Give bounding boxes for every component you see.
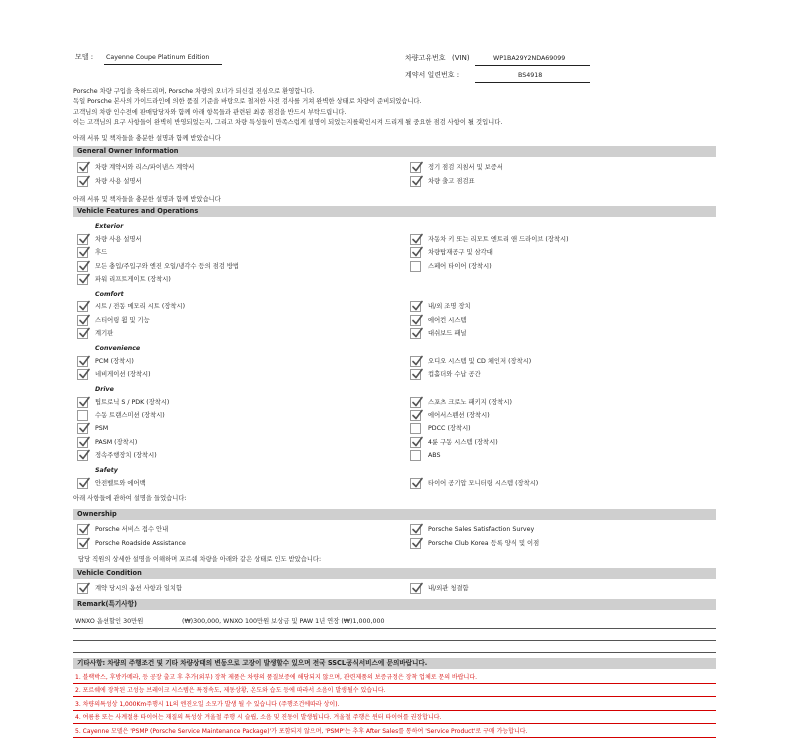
checkbox[interactable]: [77, 450, 88, 461]
checkbox[interactable]: [410, 328, 421, 339]
checklist-item-label: 내/외 조명 장치: [428, 303, 471, 310]
checkbox[interactable]: [410, 524, 421, 535]
checkbox[interactable]: [77, 162, 88, 173]
checkbox[interactable]: [410, 261, 421, 272]
checklist-item-label: 스티어링 휠 및 기능: [95, 317, 150, 324]
checklist-item-label: 차량 사용 설명서: [95, 178, 142, 185]
intro-line: 이는 고객님의 요구 사항들이 완벽히 반영되었는지, 그리고 차량 특성들이 만족스럽게 설명이 되었는지를확인시켜 드리게 될 중요한 점검 사항이 될 것입니다.: [73, 119, 503, 126]
checkbox[interactable]: [77, 261, 88, 272]
intro-line: 독일 Porsche 본사의 가이드라인에 의한 품질 기준을 바탕으로 철저한 사전 검사를 거쳐 완벽한 상태로 차량이 준비되었습니다.: [73, 98, 422, 105]
ownership-section-header: Ownership: [73, 509, 716, 520]
checklist-item-label: Porsche Club Korea 등록 양식 및 이점: [428, 540, 540, 547]
checkbox[interactable]: [410, 356, 421, 367]
safety-label: Safety: [95, 467, 118, 474]
checkbox[interactable]: [77, 369, 88, 380]
checklist-item-label: PSM: [95, 425, 109, 432]
exterior-label: Exterior: [95, 223, 124, 230]
checklist-item-label: 네비게이션 (장착시): [95, 371, 151, 378]
vin-label: 차량고유번호: [405, 54, 446, 62]
checklist-item-label: 수동 트랜스미션 (장착시): [95, 412, 165, 419]
vin-suffix: (VIN): [452, 54, 470, 62]
checklist-item-label: 안전벨트와 에어백: [95, 480, 146, 487]
notice-item: 3. 차량의특성상 1,000Km주행시 1L의 엔진오일 소모가 발생 될 수 있습니다 (주행조건에따라 상이).: [75, 701, 340, 708]
checkbox[interactable]: [77, 315, 88, 326]
notice-item: 5. Cayenne 모델은 'PSMP (Porsche Service Maintenance Package)'가 포함되지 않으며, 'PSMP'는 추후 After Sales를 통하여 'Service Product'로 구매 가능합니다.: [75, 728, 528, 735]
checklist-item-label: PCM (장착시): [95, 358, 134, 365]
checklist-item-label: 팁트로닉 S / PDK (장착시): [95, 399, 170, 406]
checklist-item-label: 에어서스펜션 (장착시): [428, 412, 490, 419]
checklist-item-label: Porsche Roadside Assistance: [95, 540, 186, 547]
checklist-item-label: 파워 리프트게이트 (장착시): [95, 276, 171, 283]
checklist-item-label: 모든 충입/주입구와 엔진 오일/냉각수 등의 점검 방법: [95, 263, 239, 270]
checkbox[interactable]: [77, 328, 88, 339]
checkbox[interactable]: [77, 356, 88, 367]
checklist-item-label: ABS: [428, 452, 441, 459]
checklist-item-label: 차량 출고 점검표: [428, 178, 475, 185]
model-value: Cayenne Coupe Platinum Edition: [106, 54, 210, 61]
checkbox[interactable]: [77, 234, 88, 245]
convenience-label: Convenience: [95, 345, 141, 352]
contract-label: 계약서 일련번호 :: [405, 71, 460, 79]
checklist-item-label: 정기 점검 지침서 및 보증서: [428, 164, 503, 171]
checkbox[interactable]: [77, 437, 88, 448]
checkbox[interactable]: [77, 423, 88, 434]
checklist-item-label: 스페어 타이어 (장착시): [428, 263, 492, 270]
checklist-item-label: 대쉬보드 패널: [428, 330, 467, 337]
ownership-note: 아래 사항들에 관하여 설명을 들었습니다:: [73, 495, 187, 502]
checkbox[interactable]: [410, 397, 421, 408]
checklist-item-label: PASM (장착시): [95, 439, 138, 446]
features-note: 아래 서류 및 책자들을 충분한 설명과 함께 받았습니다: [73, 196, 221, 203]
remark-col2: (₩)300,000, WNXO 100만원 보상금 및 PAW 1년 연장 (₩)1,000,000: [182, 618, 385, 625]
drive-label: Drive: [95, 386, 114, 393]
vin-value: WP1BA29Y2NDA69099: [493, 55, 566, 62]
checkbox[interactable]: [410, 423, 421, 434]
checkbox[interactable]: [410, 437, 421, 448]
checkbox[interactable]: [77, 583, 88, 594]
checklist-item-label: 계약 당시의 옵션 사항과 일치함: [95, 585, 183, 592]
checkbox[interactable]: [77, 176, 88, 187]
checklist-item-label: 오디오 시스템 및 CD 체인저 (장착시): [428, 358, 532, 365]
notice-item: 4. 여름용 또는 사계절용 타이어는 재질의 특성상 겨울철 주행 시 슬립, 소음 및 진동이 발생됩니다. 겨울철 주행은 윈터 타이어를 권장합니다.: [75, 714, 442, 721]
checkbox[interactable]: [77, 301, 88, 312]
checkbox[interactable]: [77, 538, 88, 549]
checklist-item-label: 자동차 키 또는 리모트 엔트리 앤 드라이브 (장착시): [428, 236, 569, 243]
remark-col1: WNXO 옵션할인 30만원: [75, 618, 144, 625]
checkbox[interactable]: [77, 410, 88, 421]
checklist-item-label: PDCC (장착시): [428, 425, 471, 432]
intro-line: Porsche 차량 구입을 축하드리며, Porsche 차량의 오너가 되신걸 진심으로 환영합니다.: [73, 88, 315, 95]
checklist-item-label: 4륜 구동 시스템 (장착시): [428, 439, 498, 446]
notice-item: 1. 블랙박스, 후방카메라, 등 공장 출고 후 추가(외부) 장착 제품은 차량의 품질보증에 해당되지 않으며, 관련제품의 보증규정은 장착 업체로 문의 바랍니다.: [75, 674, 478, 681]
checklist-item-label: 차량탑재공구 및 삼각대: [428, 249, 493, 256]
notice-item: 2. 포르쉐에 장착된 고성능 브레이크 시스템은 특정속도, 제동상황, 온도와 습도 등에 따라서 소음이 발생될수 있습니다.: [75, 687, 386, 694]
checklist-item-label: 차량 계약서와 리스/파이낸스 계약서: [95, 164, 195, 171]
contract-value: BS4918: [518, 72, 543, 79]
checkbox[interactable]: [410, 369, 421, 380]
general-note: 아래 서류 및 책자들을 충분한 설명과 함께 받았습니다: [73, 135, 221, 142]
checkbox[interactable]: [410, 450, 421, 461]
checkbox[interactable]: [77, 397, 88, 408]
checkbox[interactable]: [410, 478, 421, 489]
checkbox[interactable]: [410, 538, 421, 549]
other-section-header: 기타사항: 차량의 주행조건 및 기타 차량상태의 변동으로 고장이 발생할수 있으며 전국 SSCL공식서비스에 문의바랍니다.: [73, 658, 716, 669]
features-section-header: Vehicle Features and Operations: [73, 206, 716, 217]
checklist-item-label: 스포츠 크로노 패키지 (장착시): [428, 399, 512, 406]
checklist-item-label: 계기판: [95, 330, 114, 337]
checkbox[interactable]: [410, 410, 421, 421]
checkbox[interactable]: [77, 247, 88, 258]
checklist-item-label: 에어컨 시스템: [428, 317, 467, 324]
general-section-header: General Owner Information: [73, 146, 716, 157]
checkbox[interactable]: [410, 176, 421, 187]
checkbox[interactable]: [410, 247, 421, 258]
condition-note: 담당 직원의 상세한 설명을 이해하며 포르쉐 차량을 아래와 같은 상태로 인도 받았습니다:: [78, 556, 322, 563]
checkbox[interactable]: [77, 274, 88, 285]
checklist-item-label: 시트 / 전동 메모리 시트 (장착시): [95, 303, 186, 310]
checklist-item-label: 컵홀더와 수납 공간: [428, 371, 481, 378]
comfort-label: Comfort: [95, 291, 124, 298]
checklist-item-label: 타이어 공기압 모니터링 시스템 (장착시): [428, 480, 539, 487]
checkbox[interactable]: [410, 583, 421, 594]
checkbox[interactable]: [77, 478, 88, 489]
checklist-item-label: 후드: [95, 249, 108, 256]
checkbox[interactable]: [410, 301, 421, 312]
condition-section-header: Vehicle Condition: [73, 568, 716, 579]
checklist-item-label: 정속주행장치 (장착시): [95, 452, 157, 459]
remark-section-header: Remark(특기사항): [73, 599, 716, 610]
checklist-item-label: 내/외관 청결함: [428, 585, 469, 592]
checkbox[interactable]: [410, 162, 421, 173]
model-label: 모델 :: [75, 53, 94, 61]
intro-line: 고객님의 차량 인수전에 판매담당자와 함께 아래 항목들과 관련된 최종 점검을 반드시 부탁드립니다.: [73, 109, 347, 116]
checkbox[interactable]: [77, 524, 88, 535]
checklist-item-label: Porsche 서비스 접수 안내: [95, 526, 169, 533]
checkbox[interactable]: [410, 315, 421, 326]
checklist-item-label: 차량 사용 설명서: [95, 236, 142, 243]
checklist-item-label: Porsche Sales Satisfaction Survey: [428, 526, 535, 533]
checkbox[interactable]: [410, 234, 421, 245]
